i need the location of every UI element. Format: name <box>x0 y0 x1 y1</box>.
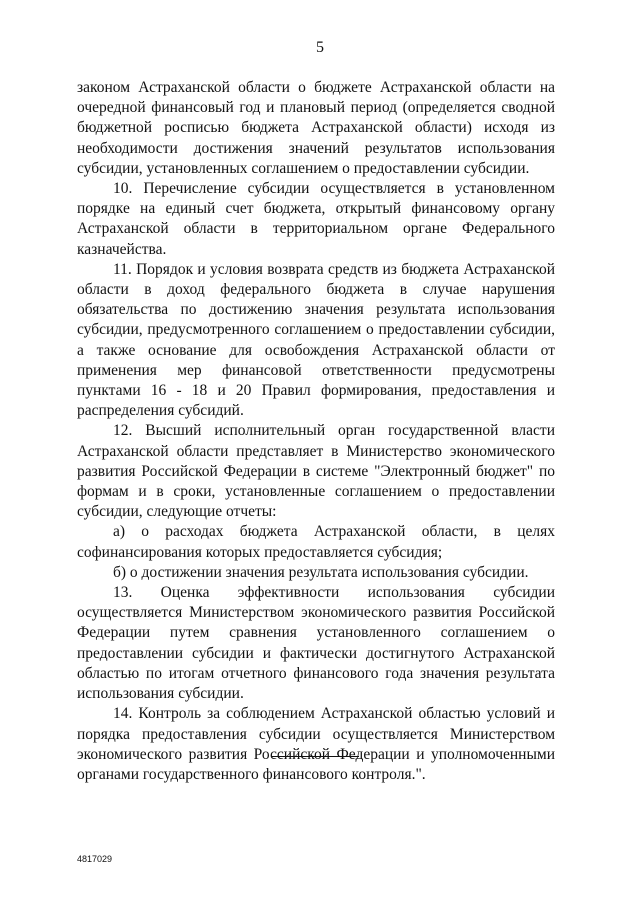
document-body <box>77 78 555 785</box>
paragraph-14: 14. Контроль за соблюдением Астраханской областью условий и порядка предоставления субсидии осуществляется Министерством экономического развития Российской Федерации и уполномоченными органами государственного финансового контроля.". <box>77 705 555 783</box>
paragraph-12-a: а) о расходах бюджета Астраханской области, в целях софинансирования которых предоставляется субсидия; <box>77 523 555 561</box>
document-code: 4817029 <box>77 854 113 864</box>
end-separator-line <box>271 756 359 757</box>
page-number: 5 <box>316 39 324 56</box>
paragraph-12: 12. Высший исполнительный орган государственной власти Астраханской области представляет в Министерство экономического развития Российской Федерации в системе "Электронный бюджет" по формам и в сроки, установленные соглашением о предоставлении субсидии, следующие отчеты: <box>77 422 555 521</box>
paragraph-13: 13. Оценка эффективности использования субсидии осуществляется Министерством экономического развития Российской Федерации путем сравнения установленного соглашением о предоставлении субсидии и фактически достигнутого Астраханской областью по итогам отчетного финансового года значения результата использования субсидии. <box>77 584 555 703</box>
paragraph-continuation: законом Астраханской области о бюджете Астраханской области на очередной финансовый год и плановый период (определяется сводной бюджетной росписью бюджета Астраханской области) исходя из необходимости достижения значений результатов использования субсидии, установленных соглашением о предоставлении субсидии. <box>77 79 555 177</box>
paragraph-12-b: б) о достижении значения результата использования субсидии. <box>113 563 529 581</box>
paragraph-10: 10. Перечисление субсидии осуществляется в установленном порядке на единый счет бюджета, открытый финансовому органу Астраханской области в территориальном органе Федерального казначейства. <box>77 180 555 258</box>
paragraph-11: 11. Порядок и условия возврата средств из бюджета Астраханской области в доход федерального бюджета в случае нарушения обязательства по достижению значения результата использования субсидии, предусмотренного соглашением о предоставлении субсидии, а также основание для освобождения Астраханской области от применения мер финансовой ответственности предусмотрены пунктами 16 - 18 и 20 Правил формирования, предоставления и распределения субсидий. <box>77 260 555 420</box>
